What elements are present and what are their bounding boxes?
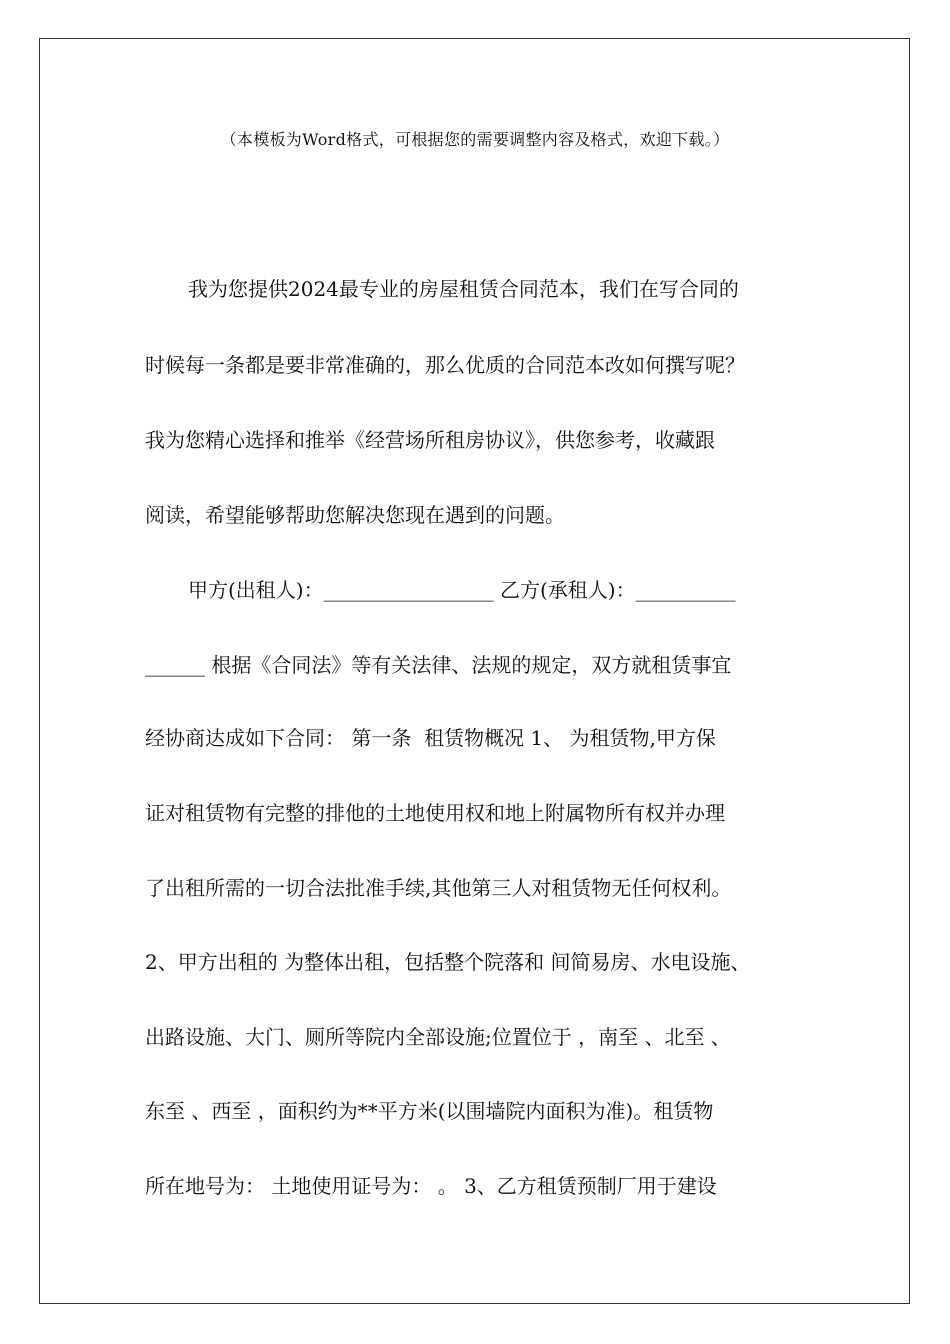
paragraph-line-13: 所在地号为： 土地使用证号为： 。 3、乙方租赁预制厂用于建设 xyxy=(145,1174,717,1198)
paragraph-line-6: ______ 根据《合同法》等有关法律、法规的规定，双方就租赁事宜 xyxy=(145,653,732,677)
paragraph-line-8: 证对租赁物有完整的排他的土地使用权和地上附属物所有权并办理 xyxy=(145,801,725,825)
template-note: （本模板为Word格式，可根据您的需要调整内容及格式，欢迎下载。） xyxy=(220,130,730,149)
paragraph-line-3: 我为您精心选择和推举《经营场所租房协议》，供您参考，收藏跟 xyxy=(145,428,715,452)
paragraph-line-2: 时候每一条都是要非常准确的，那么优质的合同范本改如何撰写呢？ xyxy=(145,353,745,377)
paragraph-line-10: 2、甲方出租的 为整体出租，包括整个院落和 间简易房、水电设施、 xyxy=(145,950,751,974)
paragraph-line-12: 东至 、西至 ，面积约为**平方米(以围墙院内面积为准)。租赁物 xyxy=(145,1099,714,1123)
paragraph-line-4: 阅读，希望能够帮助您解决您现在遇到的问题。 xyxy=(145,503,565,527)
party-line: 甲方(出租人)：_________________ 乙方(承租人)：__________ xyxy=(188,578,736,602)
paragraph-line-7: 经协商达成如下合同： 第一条 租赁物概况 1、 为租赁物,甲方保 xyxy=(145,726,716,750)
paragraph-line-1: 我为您提供2024最专业的房屋租赁合同范本，我们在写合同的 xyxy=(188,277,739,301)
paragraph-line-9: 了出租所需的一切合法批准手续,其他第三人对租赁物无任何权利。 xyxy=(145,876,732,900)
paragraph-line-11: 出路设施、大门、厕所等院内全部设施;位置位于 ，南至 、北至 、 xyxy=(145,1025,731,1049)
